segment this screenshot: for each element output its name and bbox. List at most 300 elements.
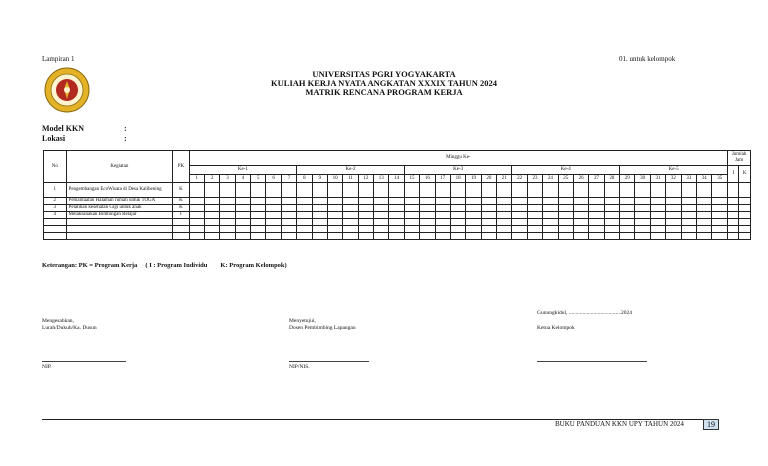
row-pk: [173, 233, 189, 240]
day-cell: [635, 219, 650, 226]
day-cell: [712, 219, 728, 226]
day-cell: [189, 226, 204, 233]
day-cell: [404, 205, 419, 212]
day-cell: [297, 233, 312, 240]
col-i-header: I: [728, 166, 739, 183]
day-header: 19: [466, 175, 481, 183]
day-cell: [512, 226, 527, 233]
day-cell: [435, 226, 450, 233]
day-cell: [420, 226, 435, 233]
jumlah-k-cell: [739, 233, 751, 240]
jumlah-k-cell: [739, 205, 751, 212]
signature-place-date: Gunungkidul, ......................................2024: [537, 310, 633, 316]
header-line1: UNIVERSITAS PGRI YOGYAKARTA: [312, 69, 456, 79]
day-cell: [635, 212, 650, 219]
day-cell: [312, 198, 327, 205]
day-cell: [497, 212, 512, 219]
day-header: 24: [543, 175, 558, 183]
row-kegiatan: [66, 226, 173, 233]
day-cell: [573, 198, 588, 205]
day-header: 34: [696, 175, 711, 183]
day-cell: [297, 212, 312, 219]
day-cell: [204, 219, 219, 226]
day-cell: [204, 183, 219, 198]
day-cell: [358, 233, 373, 240]
jumlah-i-cell: [728, 198, 739, 205]
day-cell: [281, 212, 296, 219]
row-kegiatan: Melaksanakan Bimbingan Belajar: [66, 212, 173, 219]
day-cell: [589, 226, 604, 233]
day-cell: [589, 198, 604, 205]
day-cell: [512, 233, 527, 240]
day-cell: [343, 233, 358, 240]
meta-block: [42, 124, 127, 144]
day-cell: [204, 205, 219, 212]
day-header: 33: [681, 175, 696, 183]
day-cell: [204, 198, 219, 205]
day-cell: [573, 233, 588, 240]
jumlah-k-cell: [739, 219, 751, 226]
day-cell: [281, 198, 296, 205]
day-cell: [204, 233, 219, 240]
day-cell: [281, 219, 296, 226]
day-cell: [681, 212, 696, 219]
day-cell: [696, 226, 711, 233]
row-no: 4: [44, 212, 67, 219]
day-cell: [620, 219, 635, 226]
day-cell: [497, 198, 512, 205]
day-cell: [512, 212, 527, 219]
day-cell: [220, 183, 235, 198]
day-cell: [235, 212, 250, 219]
week-header: Ke-5: [620, 166, 728, 175]
day-cell: [696, 198, 711, 205]
day-cell: [435, 205, 450, 212]
day-cell: [558, 219, 573, 226]
group-note: 01. untuk kelompok: [619, 55, 676, 63]
row-kegiatan: [66, 233, 173, 240]
col-no-header: No: [44, 151, 67, 183]
day-header: 27: [589, 175, 604, 183]
day-header: 2: [204, 175, 219, 183]
day-cell: [696, 212, 711, 219]
day-cell: [251, 198, 266, 205]
day-cell: [312, 183, 327, 198]
day-cell: [558, 198, 573, 205]
day-cell: [512, 205, 527, 212]
day-cell: [266, 212, 281, 219]
table-row: [44, 205, 751, 212]
day-cell: [266, 198, 281, 205]
day-cell: [450, 233, 465, 240]
day-cell: [450, 219, 465, 226]
day-cell: [635, 205, 650, 212]
day-cell: [312, 212, 327, 219]
jumlah-i-cell: [728, 219, 739, 226]
day-cell: [220, 233, 235, 240]
day-cell: [450, 205, 465, 212]
day-cell: [297, 205, 312, 212]
day-cell: [635, 183, 650, 198]
day-cell: [358, 212, 373, 219]
day-cell: [712, 183, 728, 198]
day-cell: [235, 233, 250, 240]
row-pk: I: [173, 212, 189, 219]
row-kegiatan: Pemanfaatan Halaman rumah untuk TOGA: [66, 198, 173, 205]
day-cell: [281, 233, 296, 240]
day-cell: [327, 198, 342, 205]
table-row: [44, 233, 751, 240]
day-cell: [481, 219, 496, 226]
day-cell: [620, 183, 635, 198]
signature-left: Mengesahkan, Lurah/Dukuh/Ka. Dusun: [42, 318, 97, 331]
day-cell: [712, 198, 728, 205]
day-cell: [543, 205, 558, 212]
day-cell: [389, 212, 404, 219]
day-cell: [604, 226, 619, 233]
day-cell: [435, 183, 450, 198]
day-cell: [435, 219, 450, 226]
week-header: Ke-2: [297, 166, 405, 175]
day-cell: [189, 198, 204, 205]
day-cell: [358, 205, 373, 212]
day-cell: [543, 212, 558, 219]
day-cell: [189, 205, 204, 212]
day-cell: [527, 233, 542, 240]
day-cell: [512, 219, 527, 226]
signature-line-right: [537, 361, 647, 362]
day-cell: [374, 205, 389, 212]
day-cell: [204, 212, 219, 219]
day-cell: [573, 226, 588, 233]
day-cell: [450, 212, 465, 219]
day-cell: [681, 198, 696, 205]
day-cell: [435, 233, 450, 240]
day-header: 1: [189, 175, 204, 183]
day-cell: [589, 219, 604, 226]
col-jumlah-header: Jumlah Jam: [728, 151, 751, 166]
day-cell: [327, 212, 342, 219]
day-cell: [404, 183, 419, 198]
day-cell: [389, 183, 404, 198]
document-header: [200, 70, 568, 97]
day-cell: [497, 183, 512, 198]
university-seal-icon: [44, 67, 90, 113]
day-cell: [620, 198, 635, 205]
day-cell: [527, 183, 542, 198]
day-cell: [635, 226, 650, 233]
signature-line-mid: [289, 361, 369, 362]
day-cell: [389, 205, 404, 212]
day-cell: [404, 233, 419, 240]
day-header: 26: [573, 175, 588, 183]
day-header: 8: [297, 175, 312, 183]
day-cell: [681, 233, 696, 240]
day-cell: [420, 198, 435, 205]
day-cell: [635, 233, 650, 240]
jumlah-i-cell: [728, 205, 739, 212]
day-header: 13: [374, 175, 389, 183]
row-kegiatan: Pelatihan kesehatan Gigi untuk anak: [66, 205, 173, 212]
day-cell: [358, 198, 373, 205]
row-no: [44, 219, 67, 226]
day-cell: [573, 183, 588, 198]
day-cell: [712, 226, 728, 233]
day-cell: [220, 212, 235, 219]
day-cell: [681, 183, 696, 198]
day-cell: [666, 198, 681, 205]
day-cell: [527, 205, 542, 212]
day-cell: [604, 205, 619, 212]
day-cell: [266, 183, 281, 198]
day-header: 29: [620, 175, 635, 183]
day-cell: [512, 198, 527, 205]
day-cell: [666, 233, 681, 240]
day-cell: [327, 226, 342, 233]
day-cell: [327, 233, 342, 240]
day-cell: [420, 212, 435, 219]
day-cell: [543, 198, 558, 205]
day-cell: [374, 198, 389, 205]
day-cell: [251, 212, 266, 219]
day-cell: [374, 212, 389, 219]
header-line3: MATRIK RENCANA PROGRAM KERJA: [305, 87, 463, 97]
day-cell: [389, 198, 404, 205]
row-pk: K: [173, 198, 189, 205]
jumlah-i-cell: [728, 183, 739, 198]
day-cell: [481, 233, 496, 240]
row-pk: K: [173, 183, 189, 198]
day-cell: [543, 183, 558, 198]
footer-text: BUKU PANDUAN KKN UPY TAHUN 2024: [555, 420, 684, 428]
day-header: 23: [527, 175, 542, 183]
day-cell: [327, 183, 342, 198]
day-cell: [589, 233, 604, 240]
day-header: 12: [358, 175, 373, 183]
day-cell: [543, 233, 558, 240]
day-header: 4: [235, 175, 250, 183]
row-no: 2: [44, 198, 67, 205]
day-cell: [527, 219, 542, 226]
day-cell: [666, 212, 681, 219]
day-cell: [604, 212, 619, 219]
day-cell: [297, 219, 312, 226]
day-cell: [527, 212, 542, 219]
row-kegiatan: Pengembangan EcoWisata di Desa Kalibening: [66, 183, 173, 198]
day-cell: [466, 205, 481, 212]
day-cell: [220, 226, 235, 233]
col-minggu-header: Minggu Ke-: [189, 151, 728, 166]
meta-lokasi: Lokasi :: [42, 134, 127, 143]
day-cell: [220, 198, 235, 205]
day-cell: [235, 205, 250, 212]
table-row: [44, 226, 751, 233]
day-cell: [235, 219, 250, 226]
program-matrix-table: [43, 150, 751, 240]
signature-mid: Menyetujui, Dosen Pembimbing Lapangan: [289, 318, 356, 331]
day-header: 16: [420, 175, 435, 183]
day-cell: [220, 219, 235, 226]
week-header: Ke-4: [512, 166, 620, 175]
day-cell: [251, 183, 266, 198]
day-cell: [358, 219, 373, 226]
day-cell: [712, 205, 728, 212]
signature-left-id: NIP.: [42, 364, 52, 370]
table-row: [44, 183, 751, 198]
day-cell: [466, 233, 481, 240]
day-cell: [650, 226, 665, 233]
day-cell: [297, 226, 312, 233]
day-cell: [696, 183, 711, 198]
day-cell: [620, 205, 635, 212]
jumlah-k-cell: [739, 226, 751, 233]
day-cell: [281, 205, 296, 212]
day-cell: [666, 183, 681, 198]
day-cell: [620, 212, 635, 219]
day-header: 35: [712, 175, 728, 183]
day-cell: [604, 183, 619, 198]
day-cell: [189, 212, 204, 219]
day-cell: [497, 205, 512, 212]
day-cell: [696, 233, 711, 240]
day-cell: [297, 183, 312, 198]
row-pk: [173, 219, 189, 226]
day-cell: [404, 226, 419, 233]
jumlah-k-cell: [739, 198, 751, 205]
signature-mid-id: NIP/NIS.: [289, 364, 310, 370]
day-cell: [681, 205, 696, 212]
row-no: 3: [44, 205, 67, 212]
row-no: [44, 226, 67, 233]
day-cell: [650, 183, 665, 198]
day-cell: [650, 205, 665, 212]
day-cell: [374, 233, 389, 240]
day-header: 22: [512, 175, 527, 183]
day-cell: [558, 212, 573, 219]
day-cell: [420, 219, 435, 226]
day-header: 31: [650, 175, 665, 183]
day-cell: [374, 226, 389, 233]
day-cell: [589, 183, 604, 198]
day-cell: [527, 198, 542, 205]
jumlah-i-cell: [728, 233, 739, 240]
header-row: [44, 151, 751, 166]
day-cell: [543, 226, 558, 233]
jumlah-k-cell: [739, 212, 751, 219]
table-row: [44, 219, 751, 226]
day-cell: [266, 233, 281, 240]
day-cell: [281, 183, 296, 198]
day-cell: [497, 219, 512, 226]
day-cell: [512, 183, 527, 198]
row-kegiatan: [66, 219, 173, 226]
day-cell: [573, 205, 588, 212]
col-k-header: K: [739, 166, 751, 183]
day-cell: [235, 183, 250, 198]
day-header: 5: [251, 175, 266, 183]
day-cell: [527, 226, 542, 233]
day-cell: [466, 183, 481, 198]
row-pk: K: [173, 205, 189, 212]
day-cell: [189, 183, 204, 198]
day-cell: [312, 219, 327, 226]
day-cell: [589, 205, 604, 212]
day-cell: [466, 219, 481, 226]
meta-model: Model KKN :: [42, 124, 127, 133]
col-kegiatan-header: Kegiatan: [66, 151, 173, 183]
day-cell: [389, 233, 404, 240]
day-cell: [573, 212, 588, 219]
day-cell: [604, 219, 619, 226]
day-cell: [374, 183, 389, 198]
day-cell: [481, 183, 496, 198]
signature-line-left: [42, 361, 126, 362]
table-row: [44, 198, 751, 205]
day-header: 6: [266, 175, 281, 183]
day-cell: [358, 183, 373, 198]
attachment-label: Lampiran 1: [42, 55, 75, 63]
day-cell: [666, 226, 681, 233]
day-cell: [189, 219, 204, 226]
day-cell: [220, 205, 235, 212]
day-cell: [235, 226, 250, 233]
day-cell: [696, 205, 711, 212]
day-cell: [404, 219, 419, 226]
row-no: 1: [44, 183, 67, 198]
day-cell: [650, 198, 665, 205]
day-cell: [650, 219, 665, 226]
row-no: [44, 233, 67, 240]
day-cell: [604, 198, 619, 205]
day-cell: [343, 205, 358, 212]
day-cell: [389, 226, 404, 233]
day-cell: [235, 198, 250, 205]
day-cell: [558, 183, 573, 198]
page-number-badge: 19: [703, 419, 719, 430]
day-cell: [312, 205, 327, 212]
day-header: 14: [389, 175, 404, 183]
day-cell: [666, 205, 681, 212]
day-cell: [666, 219, 681, 226]
day-cell: [466, 198, 481, 205]
day-cell: [189, 233, 204, 240]
day-header: 18: [450, 175, 465, 183]
day-header: 11: [343, 175, 358, 183]
day-cell: [281, 226, 296, 233]
day-cell: [251, 205, 266, 212]
day-cell: [327, 219, 342, 226]
day-cell: [389, 219, 404, 226]
day-cell: [712, 212, 728, 219]
day-cell: [343, 198, 358, 205]
table-row: [44, 212, 751, 219]
day-cell: [635, 198, 650, 205]
col-pk-header: PK: [173, 151, 189, 183]
day-cell: [573, 219, 588, 226]
day-cell: [481, 212, 496, 219]
day-header: 7: [281, 175, 296, 183]
day-header: 21: [497, 175, 512, 183]
day-header: 3: [220, 175, 235, 183]
day-cell: [466, 212, 481, 219]
day-cell: [481, 226, 496, 233]
day-cell: [343, 219, 358, 226]
day-cell: [712, 233, 728, 240]
day-cell: [558, 233, 573, 240]
day-cell: [558, 226, 573, 233]
day-cell: [358, 226, 373, 233]
day-cell: [404, 198, 419, 205]
